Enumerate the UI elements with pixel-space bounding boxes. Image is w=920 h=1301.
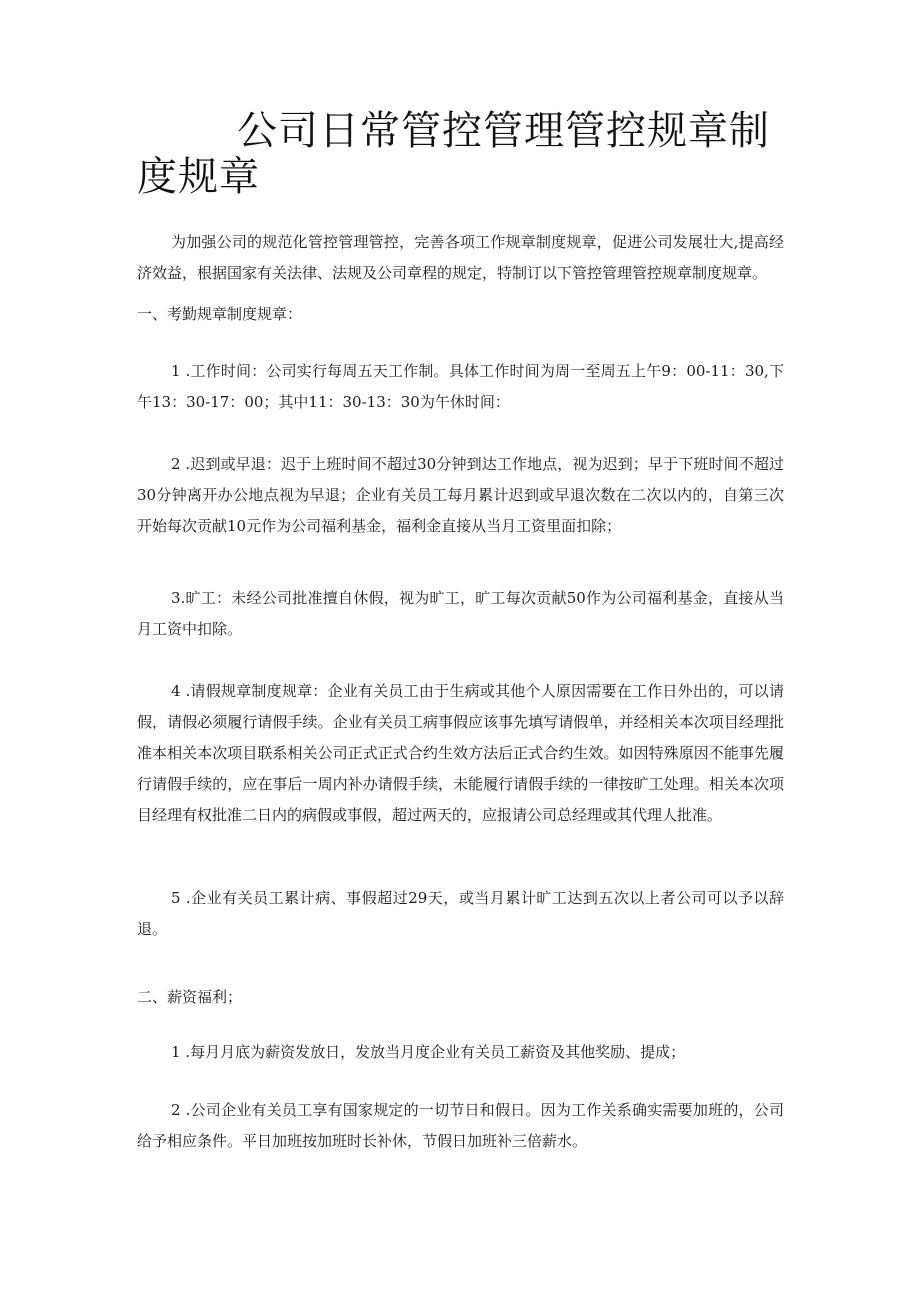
attendance-item-4: 4 .请假规章制度规章：企业有关员工由于生病或其他个人原因需要在工作日外出的，可以请假，请假必须履行请假手续。企业有关员工病事假应该事先填写请假单，并经相关本次项目经理批准本相关本次项目联系相关公司正式正式合约生效方法后正式合约生效。如因特殊原因不能事先履行请假手续的，应在事后一周内补办请假手续，未能履行请假手续的一律按旷工处理。相关本次项目经理有权批准二日内的病假或事假，超过两天的，应报请公司总经理或其代理人批准。 <box>137 682 784 824</box>
attendance-item-5: 5 .企业有关员工累计病、事假超过29天，或当月累计旷工达到五次以上者公司可以予以辞退。 <box>137 889 784 938</box>
section-heading-attendance: 一、考勤规章制度规章： <box>137 305 303 323</box>
attendance-item-2: 2 .迟到或早退：迟于上班时间不超过30分钟到达工作地点，视为迟到；早于下班时间不超过30分钟离开办公地点视为早退；企业有关员工每月累计迟到或早退次数在二次以内的，自第三次开始每次贡献10元作为公司福利基金，福利金直接从当月工资里面扣除； <box>137 455 784 535</box>
section-heading-salary: 二、薪资福利； <box>137 988 243 1006</box>
salary-item-2: 2 .公司企业有关员工享有国家规定的一切节日和假日。因为工作关系确实需要加班的，公司给予相应条件。平日加班按加班时长补休，节假日加班补三倍薪水。 <box>137 1101 784 1150</box>
intro-paragraph: 为加强公司的规范化管控管理管控，完善各项工作规章制度规章，促进公司发展壮大,提高经济效益，根据国家有关法律、法规及公司章程的规定，特制订以下管控管理管控规章制度规章。 <box>137 233 784 282</box>
attendance-item-1: 1 .工作时间：公司实行每周五天工作制。具体工作时间为周一至周五上午9：00-11：30,下午13：30-17：00；其中11：30-13：30为午休时间： <box>137 362 784 411</box>
attendance-item-3: 3.旷工：未经公司批准擅自休假，视为旷工，旷工每次贡献50作为公司福利基金，直接从当月工资中扣除。 <box>137 589 784 638</box>
salary-item-1: 1 .每月月底为薪资发放日，发放当月度企业有关员工薪资及其他奖励、提成； <box>171 1043 686 1061</box>
document-title: 公司日常管控管理管控规章制度规章 <box>137 108 770 200</box>
